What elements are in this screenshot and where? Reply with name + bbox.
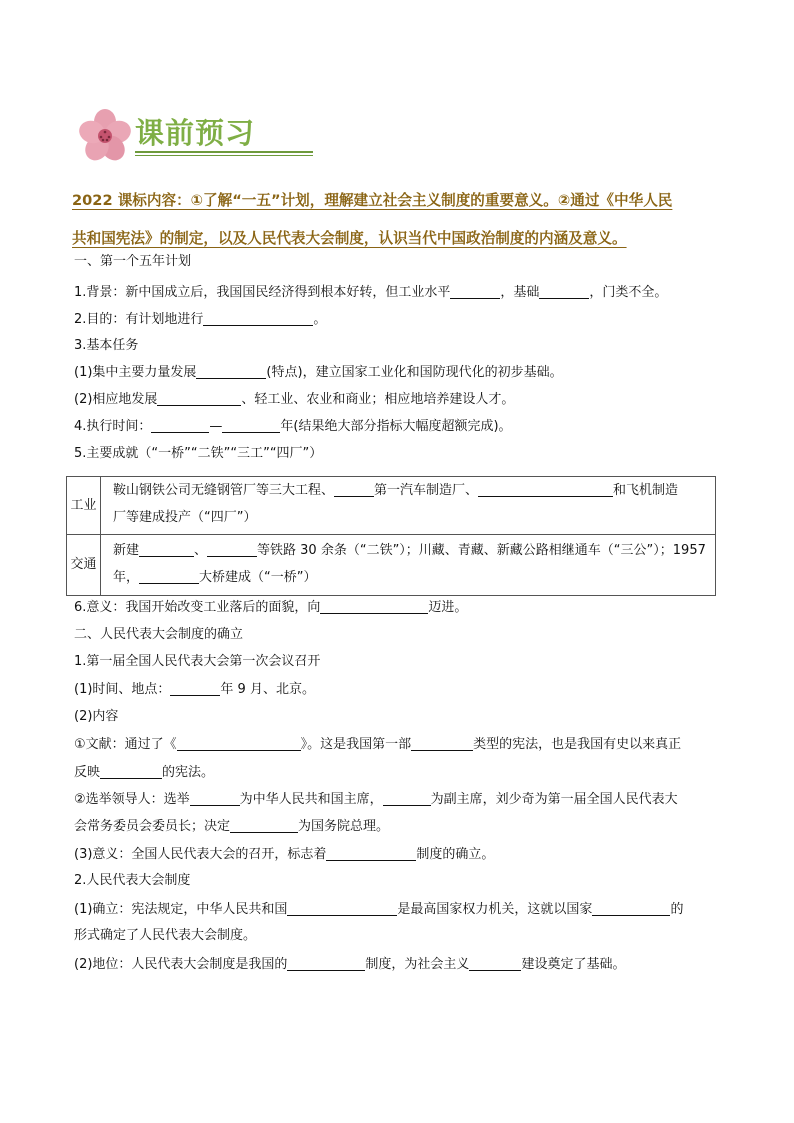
fill-blank[interactable]	[287, 901, 397, 916]
election-line: ②选举领导人：选举 为中华人民共和国主席， 为副主席，刘少奇为第一届全国人民代表大	[74, 792, 678, 807]
achievements-table	[66, 476, 716, 596]
fill-blank[interactable]	[151, 418, 209, 433]
table-row-industry	[67, 477, 715, 535]
fill-blank[interactable]	[177, 736, 301, 751]
fill-blank[interactable]	[592, 901, 670, 916]
status-line: (2)地位：人民代表大会制度是我国的 制度，为社会主义 建设奠定了基础。	[74, 957, 626, 972]
row-label-industry: 工业	[67, 477, 101, 534]
fill-blank[interactable]	[139, 569, 199, 584]
fill-blank[interactable]	[157, 391, 241, 406]
fill-blank[interactable]	[334, 482, 374, 497]
page-title: 课前预习	[135, 116, 256, 150]
fill-blank[interactable]	[190, 791, 240, 806]
title-underline-thin	[135, 155, 313, 156]
document-line-2: 反映 的宪法。	[74, 765, 215, 780]
section-2-title: 二、人民代表大会制度的确立	[74, 627, 244, 642]
fill-blank[interactable]	[469, 956, 521, 971]
fill-blank[interactable]	[170, 681, 220, 696]
plum-blossom-icon	[76, 108, 134, 164]
industry-cell: 鞍山钢铁公司无缝钢管厂等三大工程、 第一汽车制造厂、 和飞机制造 厂等建成投产（“四厂”）	[113, 483, 679, 525]
fill-blank[interactable]	[203, 311, 313, 326]
transport-cell: 新建 、 等铁路 30 余条（“二铁”）；川藏、青藏、新藏公路相继通车（“三公”）；1957 年， 大桥建成（“一桥”）	[113, 543, 706, 585]
fill-blank[interactable]	[230, 818, 298, 833]
achievements-heading: 5.主要成就（“一桥”“二铁”“三工”“四厂”）	[74, 446, 323, 461]
standard-line-1: 2022 课标内容：①了解“一五”计划，理解建立社会主义制度的重要意义。②通过《中华人民	[72, 192, 673, 209]
fill-blank[interactable]	[287, 956, 365, 971]
fill-blank[interactable]	[539, 284, 589, 299]
fill-blank[interactable]	[320, 599, 428, 614]
section-header	[76, 108, 316, 164]
period-line: 4.执行时间： — 年(结果绝大部分指标大幅度超额完成)。	[74, 419, 512, 434]
fill-blank[interactable]	[139, 542, 194, 557]
npc-session-heading: 1.第一届全国人民代表大会第一次会议召开	[74, 654, 321, 669]
purpose-line: 2.目的：有计划地进行 。	[74, 312, 327, 327]
fill-blank[interactable]	[411, 736, 473, 751]
significance-2-line: (3)意义：全国人民代表大会的召开，标志着 制度的确立。	[74, 847, 495, 862]
establish-line: (1)确立：宪法规定，中华人民共和国 是最高国家权力机关，这就以国家 的	[74, 902, 684, 917]
npc-system-heading: 2.人民代表大会制度	[74, 873, 191, 888]
fill-blank[interactable]	[450, 284, 500, 299]
section-1-title: 一、第一个五年计划	[74, 254, 192, 269]
significance-line: 6.意义：我国开始改变工业落后的面貌，向 迈进。	[74, 600, 468, 615]
tasks-heading: 3.基本任务	[74, 338, 139, 353]
fill-blank[interactable]	[326, 846, 416, 861]
fill-blank[interactable]	[478, 482, 613, 497]
establish-line-2: 形式确定了人民代表大会制度。	[74, 928, 257, 943]
fill-blank[interactable]	[383, 791, 431, 806]
background-line: 1.背景：新中国成立后，我国国民经济得到根本好转，但工业水平 ，基础 ，门类不全。	[74, 285, 668, 300]
time-place-line: (1)时间、地点： 年 9 月、北京。	[74, 682, 315, 697]
standard-line-2: 共和国宪法》的制定，以及人民代表大会制度，认识当代中国政治制度的内涵及意义。	[72, 230, 627, 247]
fill-blank[interactable]	[207, 542, 257, 557]
title-underline	[135, 151, 313, 153]
content-heading: (2)内容	[74, 709, 119, 724]
task-1-line: (1)集中主要力量发展 (特点)，建立国家工业化和国防现代化的初步基础。	[74, 365, 563, 380]
row-label-transport: 交通	[67, 534, 101, 596]
election-line-2: 会常务委员会委员长；决定 为国务院总理。	[74, 819, 390, 834]
fill-blank[interactable]	[222, 418, 280, 433]
fill-blank[interactable]	[100, 764, 162, 779]
document-line: ①文献：通过了《 》。这是我国第一部 类型的宪法，也是我国有史以来真正	[74, 737, 682, 752]
curriculum-standard	[72, 182, 722, 258]
task-2-line: (2)相应地发展 、轻工业、农业和商业；相应地培养建设人才。	[74, 392, 515, 407]
fill-blank[interactable]	[196, 364, 266, 379]
table-row-transport	[67, 534, 715, 596]
